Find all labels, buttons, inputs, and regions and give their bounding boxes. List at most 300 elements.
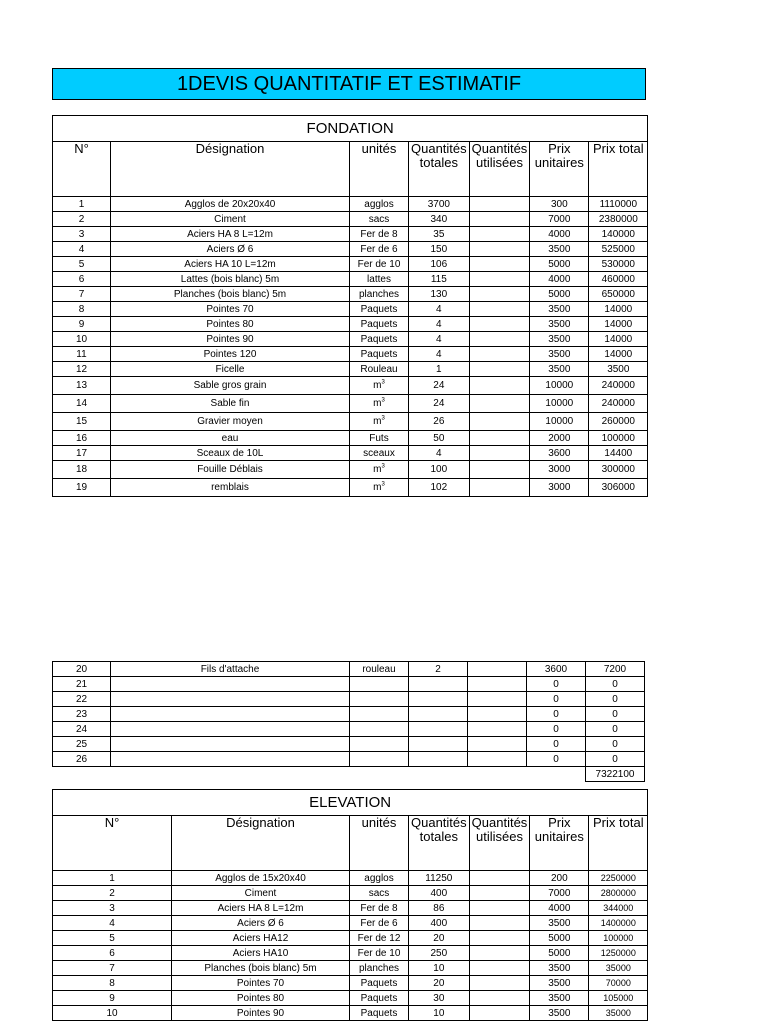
item-designation: Pointes 80 bbox=[172, 991, 350, 1006]
item-qty-total bbox=[409, 737, 468, 752]
item-total-price: 1110000 bbox=[589, 197, 648, 212]
header-num: N° bbox=[53, 816, 172, 871]
item-qty-used bbox=[469, 901, 530, 916]
item-qty-used bbox=[468, 752, 527, 767]
item-total-price: 300000 bbox=[589, 461, 648, 479]
item-designation: Agglos de 20x20x40 bbox=[111, 197, 350, 212]
item-unit bbox=[350, 677, 409, 692]
item-number: 16 bbox=[53, 431, 111, 446]
item-designation: remblais bbox=[111, 479, 350, 497]
item-qty-total: 86 bbox=[409, 901, 470, 916]
item-qty-total: 102 bbox=[409, 479, 470, 497]
item-qty-total: 10 bbox=[409, 1006, 470, 1021]
item-qty-total: 11250 bbox=[409, 871, 470, 886]
item-designation: Sceaux de 10L bbox=[111, 446, 350, 461]
item-qty-total: 4 bbox=[409, 332, 470, 347]
item-unit-price: 5000 bbox=[530, 946, 589, 961]
item-qty-total: 115 bbox=[409, 272, 470, 287]
item-number: 12 bbox=[53, 362, 111, 377]
table-row bbox=[53, 257, 648, 272]
item-qty-total: 2 bbox=[409, 662, 468, 677]
item-total-price: 70000 bbox=[589, 976, 648, 991]
item-number: 7 bbox=[53, 961, 172, 976]
item-unit: Paquets bbox=[350, 347, 409, 362]
item-qty-used bbox=[469, 197, 530, 212]
item-number: 20 bbox=[53, 662, 111, 677]
item-unit: agglos bbox=[350, 871, 409, 886]
item-number: 15 bbox=[53, 413, 111, 431]
header-qte-totales: Quantités totales bbox=[409, 142, 470, 197]
item-qty-total bbox=[409, 677, 468, 692]
item-unit-price: 10000 bbox=[530, 413, 589, 431]
table-row bbox=[53, 737, 645, 752]
table-row bbox=[53, 662, 645, 677]
header-unites: unités bbox=[350, 142, 409, 197]
item-unit: Fer de 6 bbox=[350, 242, 409, 257]
table-row bbox=[53, 479, 648, 497]
item-designation: Sable gros grain bbox=[111, 377, 350, 395]
item-number: 6 bbox=[53, 272, 111, 287]
item-unit: $m^3$ bbox=[350, 413, 409, 431]
table-row bbox=[53, 752, 645, 767]
item-unit: Paquets bbox=[350, 332, 409, 347]
item-number: 7 bbox=[53, 287, 111, 302]
item-designation: Aciers HA12 bbox=[172, 931, 350, 946]
item-unit: sacs bbox=[350, 886, 409, 901]
item-total-price: 460000 bbox=[589, 272, 648, 287]
item-qty-used bbox=[469, 461, 530, 479]
item-qty-total: 30 bbox=[409, 991, 470, 1006]
item-unit-price: 5000 bbox=[530, 287, 589, 302]
item-number: 10 bbox=[53, 1006, 172, 1021]
item-unit: agglos bbox=[350, 197, 409, 212]
table-row bbox=[53, 413, 648, 431]
header-num: N° bbox=[53, 142, 111, 197]
item-unit: $m^3$ bbox=[350, 377, 409, 395]
item-unit bbox=[350, 692, 409, 707]
item-total-price: 240000 bbox=[589, 377, 648, 395]
item-qty-used bbox=[469, 431, 530, 446]
item-designation: Ficelle bbox=[111, 362, 350, 377]
item-unit-price: 3500 bbox=[530, 332, 589, 347]
item-number: 3 bbox=[53, 901, 172, 916]
item-unit: planches bbox=[350, 961, 409, 976]
item-qty-total: 26 bbox=[409, 413, 470, 431]
item-qty-total: 340 bbox=[409, 212, 470, 227]
document-title: 1DEVIS QUANTITATIF ET ESTIMATIF bbox=[52, 68, 646, 100]
table-row bbox=[53, 901, 648, 916]
item-unit: Paquets bbox=[350, 991, 409, 1006]
item-total-price: 650000 bbox=[589, 287, 648, 302]
header-qte-utilisees: Quantités utilisées bbox=[469, 816, 530, 871]
item-number: 26 bbox=[53, 752, 111, 767]
item-number: 19 bbox=[53, 479, 111, 497]
item-unit: Paquets bbox=[350, 302, 409, 317]
item-qty-used bbox=[469, 446, 530, 461]
item-designation bbox=[111, 752, 350, 767]
table-row bbox=[53, 332, 648, 347]
item-qty-used bbox=[469, 931, 530, 946]
item-total-price: 260000 bbox=[589, 413, 648, 431]
item-unit-price: 0 bbox=[527, 752, 586, 767]
item-designation: Aciers HA 8 L=12m bbox=[172, 901, 350, 916]
table-row bbox=[53, 362, 648, 377]
table-row bbox=[53, 916, 648, 931]
item-total-price: 525000 bbox=[589, 242, 648, 257]
item-qty-used bbox=[468, 737, 527, 752]
item-unit: rouleau bbox=[350, 662, 409, 677]
elevation-table bbox=[52, 789, 648, 1021]
item-qty-total: 4 bbox=[409, 317, 470, 332]
item-qty-used bbox=[469, 961, 530, 976]
item-designation: Pointes 70 bbox=[172, 976, 350, 991]
item-designation: eau bbox=[111, 431, 350, 446]
item-qty-used bbox=[469, 991, 530, 1006]
item-total-price: 100000 bbox=[589, 931, 648, 946]
item-total-price: 3500 bbox=[589, 362, 648, 377]
item-total-price: 0 bbox=[586, 737, 645, 752]
item-qty-used bbox=[469, 946, 530, 961]
fondation-table bbox=[52, 115, 648, 497]
fondation-continued-table bbox=[52, 661, 645, 782]
header-qte-utilisees: Quantités utilisées bbox=[469, 142, 530, 197]
table-row bbox=[53, 197, 648, 212]
header-designation: Désignation bbox=[111, 142, 350, 197]
item-qty-total: 150 bbox=[409, 242, 470, 257]
item-unit-price: 7000 bbox=[530, 212, 589, 227]
item-qty-total: 4 bbox=[409, 446, 470, 461]
item-designation: Fouille Déblais bbox=[111, 461, 350, 479]
item-total-price: 0 bbox=[586, 752, 645, 767]
table-row bbox=[53, 722, 645, 737]
item-qty-used bbox=[469, 287, 530, 302]
item-qty-used bbox=[469, 272, 530, 287]
item-total-price: 140000 bbox=[589, 227, 648, 242]
item-qty-total: 4 bbox=[409, 347, 470, 362]
item-qty-used bbox=[469, 212, 530, 227]
table-row bbox=[53, 931, 648, 946]
item-designation: Aciers HA10 bbox=[172, 946, 350, 961]
item-number: 18 bbox=[53, 461, 111, 479]
item-qty-used bbox=[469, 395, 530, 413]
table-row bbox=[53, 946, 648, 961]
item-number: 4 bbox=[53, 242, 111, 257]
table-row bbox=[53, 212, 648, 227]
item-designation: Ciment bbox=[172, 886, 350, 901]
item-qty-used bbox=[469, 1006, 530, 1021]
elevation-section-title: ELEVATION bbox=[53, 790, 648, 816]
item-qty-total: 250 bbox=[409, 946, 470, 961]
table-row bbox=[53, 707, 645, 722]
item-qty-total: 24 bbox=[409, 395, 470, 413]
fondation-total-row bbox=[53, 767, 645, 782]
table-row bbox=[53, 1006, 648, 1021]
item-total-price: 0 bbox=[586, 692, 645, 707]
item-number: 17 bbox=[53, 446, 111, 461]
item-qty-total: 130 bbox=[409, 287, 470, 302]
item-number: 11 bbox=[53, 347, 111, 362]
item-total-price: 0 bbox=[586, 707, 645, 722]
item-number: 5 bbox=[53, 257, 111, 272]
item-qty-total: 400 bbox=[409, 916, 470, 931]
item-total-price: 105000 bbox=[589, 991, 648, 1006]
item-unit-price: 3000 bbox=[530, 479, 589, 497]
item-unit: sceaux bbox=[350, 446, 409, 461]
item-qty-used bbox=[468, 662, 527, 677]
table-row bbox=[53, 692, 645, 707]
item-designation bbox=[111, 722, 350, 737]
table-row bbox=[53, 227, 648, 242]
item-unit: Paquets bbox=[350, 1006, 409, 1021]
item-unit-price: 0 bbox=[527, 692, 586, 707]
item-designation: Aciers HA 10 L=12m bbox=[111, 257, 350, 272]
fondation-grand-total: 7322100 bbox=[586, 767, 645, 782]
item-total-price: 14000 bbox=[589, 317, 648, 332]
item-unit: Paquets bbox=[350, 317, 409, 332]
item-designation: Planches (bois blanc) 5m bbox=[111, 287, 350, 302]
elevation-rows bbox=[53, 871, 648, 1021]
fondation-rows bbox=[53, 197, 648, 497]
item-total-price: 35000 bbox=[589, 1006, 648, 1021]
item-qty-total bbox=[409, 707, 468, 722]
item-qty-used bbox=[468, 722, 527, 737]
item-designation bbox=[111, 677, 350, 692]
item-unit bbox=[350, 752, 409, 767]
item-designation: Lattes (bois blanc) 5m bbox=[111, 272, 350, 287]
item-unit-price: 4000 bbox=[530, 272, 589, 287]
item-total-price: 530000 bbox=[589, 257, 648, 272]
item-unit-price: 0 bbox=[527, 737, 586, 752]
item-number: 8 bbox=[53, 976, 172, 991]
item-qty-used bbox=[468, 707, 527, 722]
item-qty-used bbox=[468, 677, 527, 692]
item-unit bbox=[350, 722, 409, 737]
item-qty-used bbox=[469, 413, 530, 431]
item-qty-total: 20 bbox=[409, 976, 470, 991]
item-unit-price: 0 bbox=[527, 677, 586, 692]
item-total-price: 0 bbox=[586, 677, 645, 692]
item-designation: Pointes 70 bbox=[111, 302, 350, 317]
item-designation: Ciment bbox=[111, 212, 350, 227]
item-unit-price: 3500 bbox=[530, 362, 589, 377]
item-qty-used bbox=[469, 362, 530, 377]
item-unit-price: 3500 bbox=[530, 961, 589, 976]
item-unit-price: 3500 bbox=[530, 302, 589, 317]
item-qty-total: 3700 bbox=[409, 197, 470, 212]
item-unit-price: 0 bbox=[527, 707, 586, 722]
item-designation: Pointes 80 bbox=[111, 317, 350, 332]
item-unit: $m^3$ bbox=[350, 395, 409, 413]
item-number: 10 bbox=[53, 332, 111, 347]
header-prix-unitaires: Prix unitaires bbox=[530, 816, 589, 871]
item-total-price: 0 bbox=[586, 722, 645, 737]
item-designation: Planches (bois blanc) 5m bbox=[172, 961, 350, 976]
item-qty-used bbox=[469, 257, 530, 272]
item-qty-total bbox=[409, 722, 468, 737]
table-row bbox=[53, 302, 648, 317]
item-unit-price: 300 bbox=[530, 197, 589, 212]
header-unites: unités bbox=[350, 816, 409, 871]
item-total-price: 2380000 bbox=[589, 212, 648, 227]
item-number: 9 bbox=[53, 317, 111, 332]
item-qty-total: 10 bbox=[409, 961, 470, 976]
item-total-price: 14400 bbox=[589, 446, 648, 461]
item-unit bbox=[350, 737, 409, 752]
item-qty-total: 4 bbox=[409, 302, 470, 317]
item-qty-total: 35 bbox=[409, 227, 470, 242]
item-qty-used bbox=[469, 302, 530, 317]
item-unit bbox=[350, 707, 409, 722]
table-row bbox=[53, 886, 648, 901]
item-unit-price: 3500 bbox=[530, 1006, 589, 1021]
item-designation: Pointes 90 bbox=[172, 1006, 350, 1021]
item-number: 14 bbox=[53, 395, 111, 413]
item-total-price: 2250000 bbox=[589, 871, 648, 886]
item-designation: Gravier moyen bbox=[111, 413, 350, 431]
item-qty-used bbox=[469, 479, 530, 497]
table-row bbox=[53, 242, 648, 257]
item-qty-total: 1 bbox=[409, 362, 470, 377]
item-unit-price: 200 bbox=[530, 871, 589, 886]
item-total-price: 240000 bbox=[589, 395, 648, 413]
item-unit: planches bbox=[350, 287, 409, 302]
header-designation: Désignation bbox=[172, 816, 350, 871]
item-number: 2 bbox=[53, 212, 111, 227]
item-number: 8 bbox=[53, 302, 111, 317]
item-unit-price: 2000 bbox=[530, 431, 589, 446]
item-designation bbox=[111, 692, 350, 707]
item-unit: Fer de 10 bbox=[350, 257, 409, 272]
table-row bbox=[53, 347, 648, 362]
item-unit-price: 3500 bbox=[530, 317, 589, 332]
item-unit: Fer de 8 bbox=[350, 901, 409, 916]
item-qty-total: 400 bbox=[409, 886, 470, 901]
table-row bbox=[53, 991, 648, 1006]
item-number: 6 bbox=[53, 946, 172, 961]
item-unit: Futs bbox=[350, 431, 409, 446]
item-unit-price: 5000 bbox=[530, 931, 589, 946]
table-row bbox=[53, 395, 648, 413]
item-number: 22 bbox=[53, 692, 111, 707]
item-qty-used bbox=[469, 976, 530, 991]
item-qty-total: 100 bbox=[409, 461, 470, 479]
item-number: 24 bbox=[53, 722, 111, 737]
header-prix-unitaires: Prix unitaires bbox=[530, 142, 589, 197]
item-unit-price: 3500 bbox=[530, 991, 589, 1006]
item-designation: Fils d'attache bbox=[111, 662, 350, 677]
item-number: 21 bbox=[53, 677, 111, 692]
item-number: 3 bbox=[53, 227, 111, 242]
elevation-header-row bbox=[53, 816, 648, 871]
item-qty-used bbox=[469, 377, 530, 395]
item-qty-used bbox=[469, 332, 530, 347]
item-designation: Pointes 120 bbox=[111, 347, 350, 362]
item-designation bbox=[111, 737, 350, 752]
item-unit: Paquets bbox=[350, 976, 409, 991]
item-number: 1 bbox=[53, 871, 172, 886]
item-unit-price: 3500 bbox=[530, 347, 589, 362]
item-unit-price: 0 bbox=[527, 722, 586, 737]
fondation-header-row bbox=[53, 142, 648, 197]
table-row bbox=[53, 677, 645, 692]
item-unit: $m^3$ bbox=[350, 479, 409, 497]
table-row bbox=[53, 377, 648, 395]
table-row bbox=[53, 317, 648, 332]
item-unit-price: 7000 bbox=[530, 886, 589, 901]
item-number: 23 bbox=[53, 707, 111, 722]
item-designation: Agglos de 15x20x40 bbox=[172, 871, 350, 886]
item-qty-total: 50 bbox=[409, 431, 470, 446]
item-unit-price: 3000 bbox=[530, 461, 589, 479]
item-total-price: 14000 bbox=[589, 332, 648, 347]
item-unit: Fer de 10 bbox=[350, 946, 409, 961]
item-unit-price: 3600 bbox=[530, 446, 589, 461]
item-total-price: 14000 bbox=[589, 302, 648, 317]
item-qty-total bbox=[409, 752, 468, 767]
item-unit-price: 4000 bbox=[530, 227, 589, 242]
header-prix-total: Prix total bbox=[589, 816, 648, 871]
item-qty-used bbox=[469, 227, 530, 242]
item-qty-used bbox=[469, 886, 530, 901]
item-designation: Sable fin bbox=[111, 395, 350, 413]
item-qty-total bbox=[409, 692, 468, 707]
item-number: 25 bbox=[53, 737, 111, 752]
item-total-price: 344000 bbox=[589, 901, 648, 916]
item-unit: sacs bbox=[350, 212, 409, 227]
item-unit-price: 3500 bbox=[530, 976, 589, 991]
fondation-section-title: FONDATION bbox=[53, 116, 648, 142]
item-qty-total: 20 bbox=[409, 931, 470, 946]
item-unit-price: 10000 bbox=[530, 395, 589, 413]
item-qty-used bbox=[469, 317, 530, 332]
item-number: 4 bbox=[53, 916, 172, 931]
item-designation: Aciers Ø 6 bbox=[111, 242, 350, 257]
item-qty-used bbox=[469, 916, 530, 931]
item-qty-used bbox=[469, 242, 530, 257]
item-designation: Aciers HA 8 L=12m bbox=[111, 227, 350, 242]
item-total-price: 14000 bbox=[589, 347, 648, 362]
item-qty-total: 106 bbox=[409, 257, 470, 272]
table-row bbox=[53, 287, 648, 302]
item-unit: lattes bbox=[350, 272, 409, 287]
item-total-price: 35000 bbox=[589, 961, 648, 976]
item-qty-used bbox=[469, 871, 530, 886]
item-total-price: 2800000 bbox=[589, 886, 648, 901]
item-unit: Fer de 12 bbox=[350, 931, 409, 946]
item-designation bbox=[111, 707, 350, 722]
item-unit-price: 4000 bbox=[530, 901, 589, 916]
item-total-price: 1250000 bbox=[589, 946, 648, 961]
item-total-price: 1400000 bbox=[589, 916, 648, 931]
item-unit-price: 3500 bbox=[530, 242, 589, 257]
item-qty-total: 24 bbox=[409, 377, 470, 395]
item-number: 5 bbox=[53, 931, 172, 946]
item-number: 13 bbox=[53, 377, 111, 395]
item-unit: Fer de 8 bbox=[350, 227, 409, 242]
item-total-price: 100000 bbox=[589, 431, 648, 446]
table-row bbox=[53, 871, 648, 886]
item-qty-used bbox=[468, 692, 527, 707]
item-unit-price: 3500 bbox=[530, 916, 589, 931]
table-row bbox=[53, 461, 648, 479]
header-prix-total: Prix total bbox=[589, 142, 648, 197]
item-unit: Rouleau bbox=[350, 362, 409, 377]
item-unit-price: 3600 bbox=[527, 662, 586, 677]
table-row bbox=[53, 431, 648, 446]
item-total-price: 7200 bbox=[586, 662, 645, 677]
item-number: 2 bbox=[53, 886, 172, 901]
item-number: 9 bbox=[53, 991, 172, 1006]
